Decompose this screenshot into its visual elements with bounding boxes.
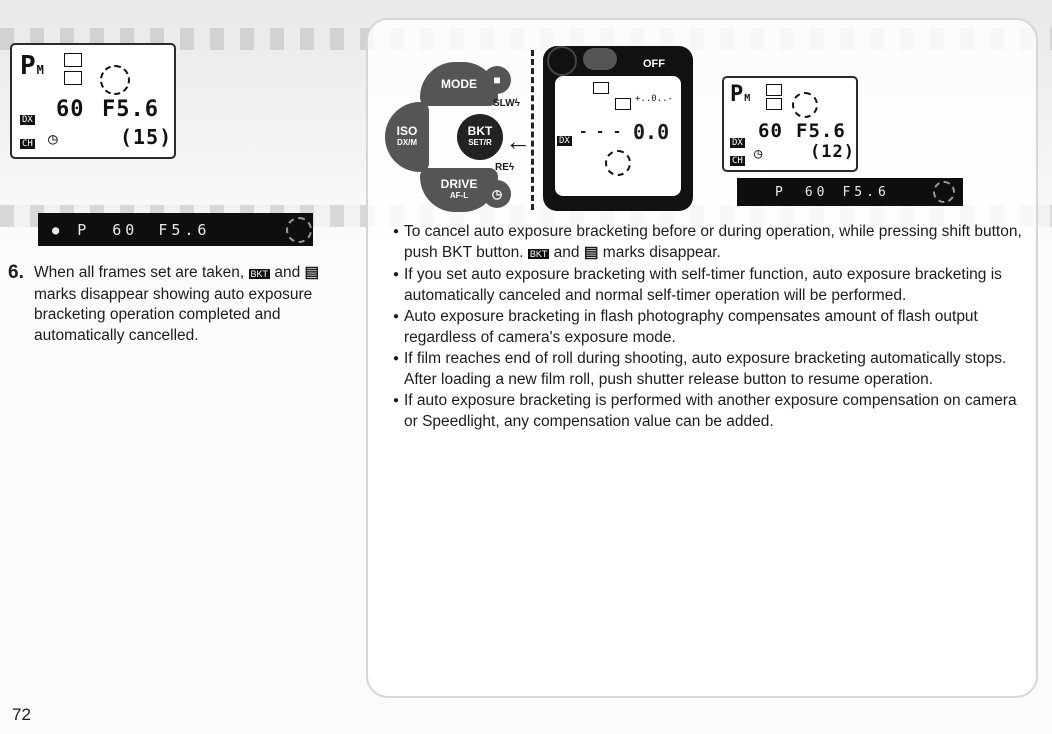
vf-aperture: F5.6 [158,220,211,239]
vf-focus-circle-icon [286,217,312,243]
re-label: REϟ [495,162,515,173]
note-item: ● If auto exposure bracketing is performed with another exposure compensation on camera or Speedlight, any compensation value can be added. [393,391,1025,432]
arrow-icon: ← [505,126,531,156]
cam-exposure-icon [615,98,631,110]
iso-button: ISO DX/M [385,102,429,172]
ch-badge: CH [732,156,743,166]
lcd-right-frames: (12) [810,142,855,162]
meter-icon [64,53,82,67]
lcd-frames: (15) [120,125,173,149]
exposure-compensation-button-icon [583,48,617,70]
step-number: 6. [8,262,24,283]
ch-badge: CH [22,139,33,149]
vf-mode: P [77,220,91,239]
autofocus-circle-icon [792,92,818,118]
exposure-compensation-icon: ▤ [304,264,320,281]
cam-off-label: OFF [643,58,665,70]
bkt-badge-icon: BKT [529,248,548,259]
cam-scale: +..0..- [635,94,673,104]
cam-dashes: - - - [579,124,622,140]
lcd-right-aperture: F5.6 [796,120,846,142]
slw-label: SLWϟ [493,98,520,109]
page-number: 72 [12,705,31,724]
lcd-right-mode: PM [730,82,752,107]
shutter-button-icon [547,46,577,76]
camera-lcd [543,46,693,211]
vf-right-aperture: F5.6 [842,184,890,200]
lcd-aperture: F5.6 [102,97,159,122]
lcd-right-shutter: 60 [758,120,783,142]
flash-sync-icon: ■ [483,66,511,94]
vf-right-focus-circle-icon [933,181,955,203]
vf-right-mode: P [775,184,787,200]
drive-button: DRIVE AF-L [420,168,498,212]
vf-right-shutter: 60 [804,184,829,200]
exposure-compensation-icon: ▤ [583,243,599,261]
cam-value: 0.0 [633,120,670,144]
note-item: ● If you set auto exposure bracketing with self-timer function, auto exposure bracketing is automatically canceled and normal self-timer operation will be performed. [393,265,1025,306]
autofocus-circle-icon [100,65,130,95]
exposure-compensation-icon [64,71,82,85]
bkt-button: BKT SET/R [457,114,503,160]
cam-meter-icon [593,82,609,94]
control-buttons [385,62,535,212]
dx-badge: DX [732,138,743,148]
divider-dashed [531,50,534,210]
lcd-panel-right [722,76,858,172]
step-text: When all frames set are taken, BKT and ▤ marks disappear showing auto exposure bracketing operation completed and automatically cancelled. [34,264,320,344]
ready-dot-icon: ● [52,222,64,237]
viewfinder-right [737,178,963,206]
cam-focus-circle-icon [605,150,631,176]
cam-dx-badge: DX [559,136,570,146]
lcd-panel-left [10,43,176,159]
note-item: ● If film reaches end of roll during shooting, auto exposure bracketing automatically stops. After loading a new film roll, push shutter release button to resume operation. [393,349,1025,390]
bkt-badge-icon: BKT [250,269,269,279]
notes-list [393,222,1025,433]
exposure-compensation-icon [766,98,782,110]
lcd-mode: PM [20,51,45,81]
self-timer-icon: ◷ [48,129,58,148]
dx-badge: DX [22,115,33,125]
mode-button: MODE [420,62,498,106]
camera-lcd-screen [555,76,681,196]
vf-shutter: 60 [112,220,139,239]
self-timer-button-icon: ◷ [483,180,511,208]
note-item: ● To cancel auto exposure bracketing before or during operation, while pressing shift button, push BKT button. BKT and ▤ marks disappear. [393,222,1025,264]
self-timer-icon: ◷ [754,146,763,162]
viewfinder-left [38,213,313,246]
note-item: ● Auto exposure bracketing in flash photography compensates amount of flash output regardless of camera's exposure mode. [393,307,1025,348]
lcd-shutter: 60 [56,97,85,122]
meter-icon [766,84,782,96]
